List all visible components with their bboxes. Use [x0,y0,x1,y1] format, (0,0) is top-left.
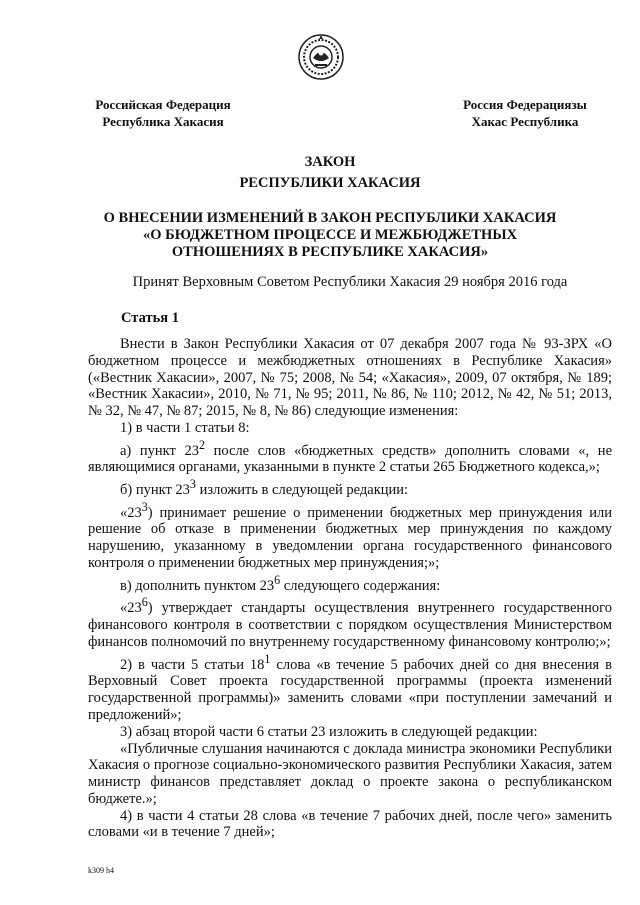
quote-23-6 [88,594,612,650]
document-title-line1: О ВНЕСЕНИИ ИЗМЕНЕНИЙ В ЗАКОН РЕСПУБЛИКИ ХАКАСИЯ [103,210,557,226]
item-1: 1) в части 1 статьи 8: [120,419,250,436]
document-issuer: РЕСПУБЛИКИ ХАКАСИЯ [239,175,421,191]
document-title-line2: «О БЮДЖЕТНОМ ПРОЦЕССЕ И МЕЖБЮДЖЕТНЫХ [142,227,518,243]
paragraph-intro: Внести в Закон Республики Хакасия от 07 декабря 2007 года № 93-ЗРХ «О бюджетном процессе и межбюджетных отношениях в Республике Хакасия» («Вестник Хакасии», 2007, № 75; 2008, № 54; «Хакасия», 2009, 07 октября, № 189; «Вестник Хакасии», 2010, № 71, № 95; 2011, № 86, № 110; 2012, № 42, № 51; 2013, № 32, № 47, № 87; 2015, № 8, № 86) следующие изменения: [88,336,612,420]
header-left-country: Российская Федерация [95,97,231,112]
superscript: 6 [141,595,148,610]
footer-code: k309 h4 [88,866,114,875]
superscript: 1 [264,651,271,666]
adoption-note: Принят Верховным Советом Республики Хакасия 29 ноября 2016 года [132,274,568,290]
item-3: 3) абзац второй части 6 статьи 23 изложить в следующей редакции: [120,723,538,740]
quote-23-6-end: ) утверждает стандарты осуществления внутреннего государственного финансового контроля в соответствии с порядком осуществления Министерством финансов полномочий по внутреннему государственному финансовому контролю;»; [88,600,612,650]
header-right-republic: Хакас Республика [471,114,579,129]
header-left [88,96,238,130]
quote-23-3-start: «23 [120,504,142,521]
article-heading: Статья 1 [121,310,179,326]
item-1c-text-end: следующего содержания: [280,577,441,594]
item-1c [88,572,612,595]
item-4: 4) в части 4 статьи 28 слова «в течение 7 рабочих дней, после чего» заменить словами «и в течение 7 дней»; [88,807,612,841]
header-right-country: Россия Федерациязы [463,97,587,112]
quote-public-hearings: «Публичные слушания начинаются с доклада министра экономики Республики Хакасия о прогнозе социально-экономического развития Республики Хакасия, затем министр финансов представляет доклад о проекте закона о республиканском бюджете.»; [88,740,612,807]
article-body [88,336,612,841]
superscript: 2 [198,437,206,452]
quote-23-3 [88,499,612,572]
superscript: 6 [274,572,281,587]
coat-of-arms-emblem [296,32,346,82]
item-1c-text-start: в) дополнить пунктом 23 [120,577,275,594]
item-2-text-end: слова «в течение 5 рабочих дней со дня внесения в Верховный Совет проекта государственной программы (проекта изменений государственной программы)» заменить словами «при поступлении замечаний и предложений»; [88,656,612,723]
item-1b-text-end: изложить в следующей редакции: [195,482,409,499]
item-1a [88,437,612,476]
header-right [450,96,600,130]
quote-23-6-start: «23 [120,600,142,617]
item-1b [88,476,612,499]
document-title-line3: ОТНОШЕНИЯХ В РЕСПУБЛИКЕ ХАКАСИЯ» [171,244,489,260]
item-1a-text-end: после слов «бюджетных средств» дополнить словами «, не являющимися органами, указанными в пункте 2 статьи 265 Бюджетного кодекса,»; [88,442,612,476]
superscript: 3 [189,477,196,492]
superscript: 3 [141,499,148,514]
quote-23-3-end: ) принимает решение о применении бюджетных мер принуждения или решение об отказе в применении бюджетных мер принуждения по каждому нарушению, указанному в уведомлении органа государственного финансового контроля о применении бюджетных мер принуждения;»; [88,504,612,572]
header-left-republic: Республика Хакасия [102,114,224,129]
item-1b-text-start: б) пункт 23 [120,482,190,499]
item-1a-text-start: а) пункт 23 [120,442,199,459]
item-2 [88,651,612,724]
item-2-text-start: 2) в части 5 статьи 18 [120,656,265,673]
document-type: ЗАКОН [304,154,356,170]
